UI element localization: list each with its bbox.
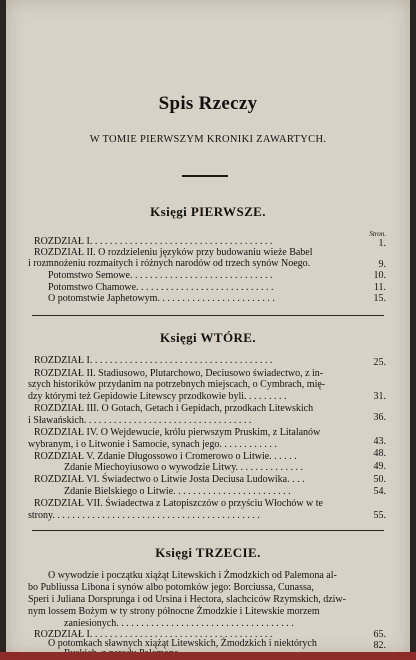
- toc-line: ROZDZIAŁ I. . . . . . . . . . . . . . . . . . . . . . . . . . . . . . . . . . . . .: [34, 629, 273, 640]
- toc-line: szych historików przydanim na potrzebnych miejscach, o Cymbrach, mię-: [28, 379, 326, 390]
- toc-line: ROZDZIAŁ II. O rozdzieleniu języków przy budowaniu wieże Babel: [34, 247, 313, 258]
- book3-heading: Księgi TRZECIE.: [155, 545, 261, 560]
- toc-line: ROZDZIAŁ I. . . . . . . . . . . . . . . . . . . . . . . . . . . . . . . . . . . . .: [34, 355, 273, 366]
- toc-line: ROZDZIAŁ IV. O Wejdewucie, królu pierwszym Pruskim, z Litalanów: [34, 427, 321, 438]
- page-number: 43.: [373, 436, 386, 447]
- page-number: 10.: [373, 270, 386, 281]
- page-number: 15.: [373, 293, 386, 304]
- page-title: Spis Rzeczy: [158, 93, 258, 114]
- page-number: 50.: [373, 474, 386, 485]
- toc-line: Zdanie Bielskiego o Litwie. . . . . . . . . . . . . . . . . . . . . . . .: [64, 486, 291, 497]
- toc-line: ROZDZIAŁ III. O Gotach, Getach i Gepidach, przodkach Litewskich: [34, 403, 314, 414]
- toc-line: O wywodzie i początku xiążąt Litewskich i Żmodzkich od Palemona al-: [48, 570, 337, 581]
- page-number: 36.: [373, 412, 386, 423]
- page-number: 54.: [373, 486, 386, 497]
- toc-line: ROZDZIAŁ V. Zdanie Długossowo i Cromerowo o Litwie. . . . . .: [34, 451, 297, 462]
- section-divider: [32, 530, 384, 531]
- toc-line: O potomstwie Japhetowym. . . . . . . . . . . . . . . . . . . . . . . .: [48, 293, 275, 304]
- page-number: 55.: [373, 510, 386, 521]
- page-number: 25.: [373, 357, 386, 368]
- toc-line: wybranym, i o Litwonie i Samocie, synach jego. . . . . . . . . . . .: [28, 439, 277, 450]
- toc-line: dzy którymi też Gepidowie Litewscy przodkowie byli. . . . . . . . .: [28, 391, 287, 402]
- toc-line: strony. . . . . . . . . . . . . . . . . . . . . . . . . . . . . . . . . . . . . . . . . .: [28, 510, 260, 521]
- page-number: 31.: [373, 391, 386, 402]
- strony-label: Stron.: [369, 230, 386, 238]
- section-divider: [32, 315, 384, 316]
- toc-line: Potomstwo Chamowe. . . . . . . . . . . . . . . . . . . . . . . . . . . .: [48, 282, 274, 293]
- title-rule: [182, 175, 228, 177]
- toc-line: Potomstwo Semowe. . . . . . . . . . . . . . . . . . . . . . . . . . . . .: [48, 270, 273, 281]
- page-number: 11.: [373, 282, 386, 293]
- toc-line: zaniesionych. . . . . . . . . . . . . . . . . . . . . . . . . . . . . . . . . . . .: [64, 618, 294, 629]
- page-number: 82.: [373, 640, 386, 651]
- toc-line: i rozmnożeniu rozmaitych i różnych narodów od trzech synów Noego.: [28, 258, 311, 269]
- page-number: 1.: [378, 238, 386, 249]
- toc-line: ROZDZIAŁ I. . . . . . . . . . . . . . . . . . . . . . . . . . . . . . . . . . . . .: [34, 236, 273, 247]
- page-number: 9.: [378, 259, 386, 270]
- toc-line: i Sławańskich. . . . . . . . . . . . . . . . . . . . . . . . . . . . . . . . . .: [28, 415, 252, 426]
- page-subtitle: W TOMIE PIERWSZYM KRONIKI ZAWARTYCH.: [89, 134, 327, 145]
- toc-line: nym lossem Bożym w ty strony północne Żmodzkie i Litewskie morzem: [28, 606, 320, 617]
- document-page: [6, 0, 410, 655]
- toc-line: ROZDZIAŁ VI. Świadectwo o Litwie Josta Deciusa Ludowika. . . .: [34, 474, 305, 485]
- toc-line: Zdanie Miechoyiusowo o wywodzie Litwy. . . . . . . . . . . . . .: [64, 462, 304, 473]
- page-number: 49.: [373, 461, 386, 472]
- toc-line: Speri i Juliana Dorsprunga i od Ursina i Hectora, slachciców Rzymskich, dziw-: [28, 594, 346, 605]
- binding-edge: [0, 652, 416, 660]
- toc-line: bo Publiussa Libona i synów albo potomków jego: Borciussa, Cunassa,: [28, 582, 314, 593]
- page-number: 65.: [373, 629, 386, 640]
- page-number: 48.: [373, 448, 386, 459]
- toc-line: ROZDZIAŁ II. Stadiusowo, Plutarchowo, Deciusowo świadectwo, z in-: [34, 368, 324, 379]
- toc-line: ROZDZIAŁ VII. Świadectwa z Latopiszczów o przyściu Włochów w te: [34, 498, 323, 509]
- book2-heading: Księgi WTÓRE.: [160, 330, 256, 345]
- toc-line: O potomkach sławnych xiążąt Litewskich, Żmodzkich i niektórych: [48, 638, 317, 649]
- book1-heading: Księgi PIERWSZE.: [150, 204, 266, 219]
